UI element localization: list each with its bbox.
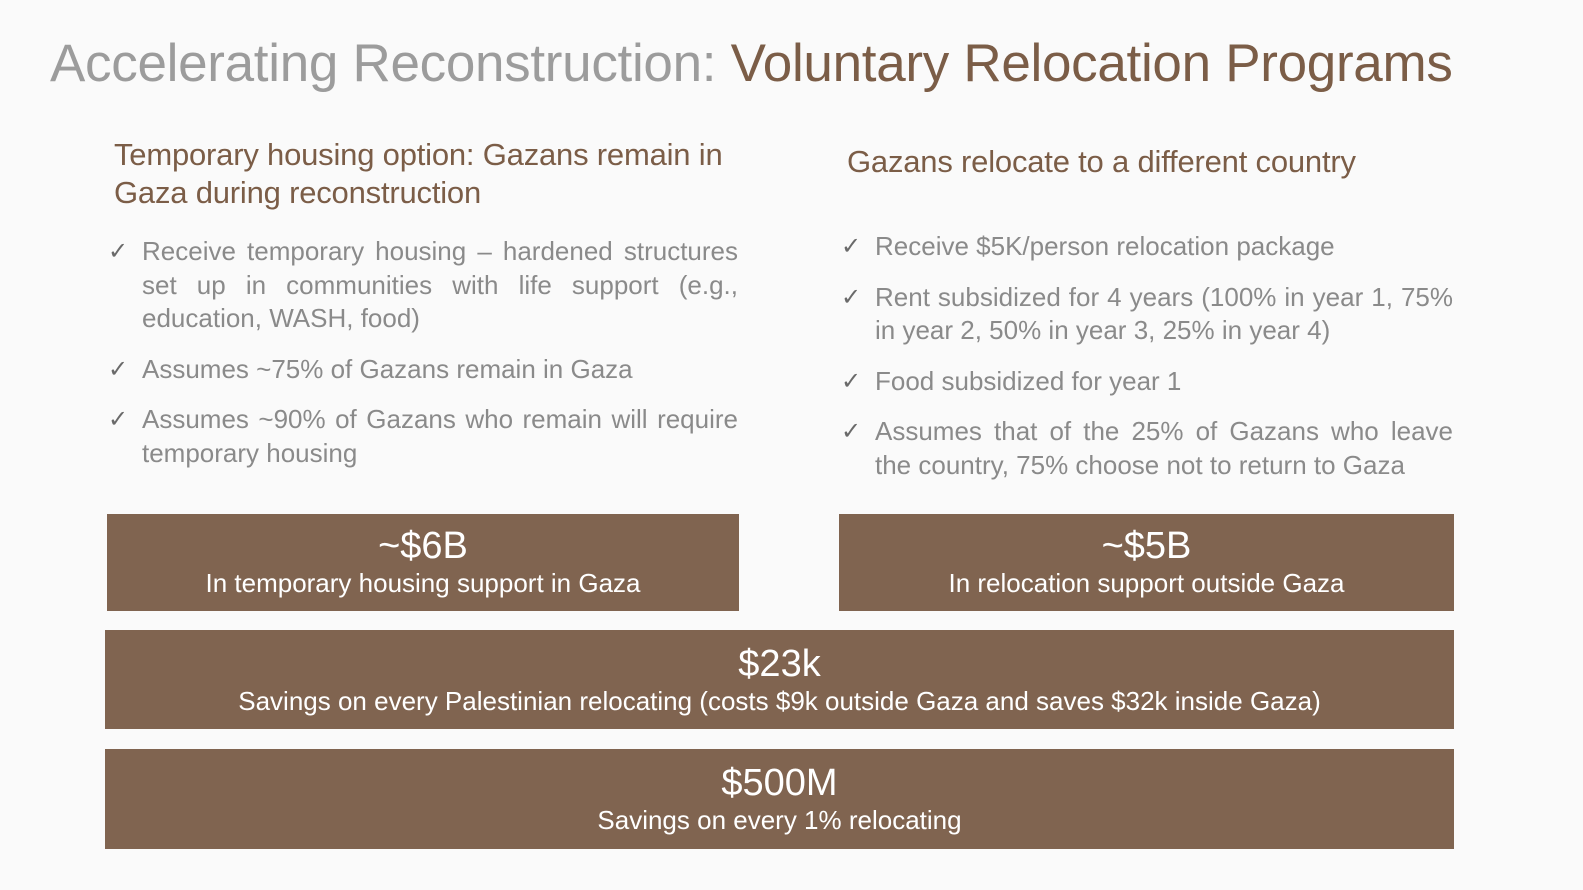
checkmark-icon: ✓ bbox=[841, 367, 862, 395]
list-item bbox=[841, 230, 1453, 264]
box-value: $23k bbox=[738, 643, 821, 685]
bullet-text: Receive temporary housing – hardened structures set up in communities with life support (e.g., education, WASH, food) bbox=[142, 236, 738, 333]
checkmark-icon: ✓ bbox=[841, 418, 862, 445]
bullet-text: Receive $5K/person relocation package bbox=[875, 231, 1335, 261]
left-bullet-list bbox=[108, 235, 738, 487]
list-item bbox=[841, 365, 1453, 399]
box-caption: In temporary housing support in Gaza bbox=[205, 568, 641, 598]
box-caption: In relocation support outside Gaza bbox=[948, 568, 1345, 598]
box-value: $500M bbox=[721, 762, 838, 804]
box-value: ~$6B bbox=[378, 525, 468, 567]
bullet-text: Food subsidized for year 1 bbox=[875, 365, 1182, 396]
box-caption: Savings on every 1% relocating bbox=[597, 805, 962, 835]
relocation-cost-box bbox=[839, 514, 1454, 611]
box-value: ~$5B bbox=[1101, 525, 1192, 567]
checkmark-icon: ✓ bbox=[841, 283, 862, 311]
list-item bbox=[108, 403, 738, 470]
list-item bbox=[841, 281, 1453, 348]
bullet-text: Assumes that of the 25% of Gazans who leave the country, 75% choose not to return to Gaza bbox=[875, 416, 1453, 480]
per-person-savings-box bbox=[105, 630, 1454, 729]
bullet-text: Assumes ~90% of Gazans who remain will require temporary housing bbox=[142, 404, 738, 468]
list-item bbox=[108, 235, 738, 336]
list-item bbox=[108, 353, 738, 387]
checkmark-icon: ✓ bbox=[108, 355, 129, 383]
bullet-text: Assumes ~75% of Gazans remain in Gaza bbox=[142, 353, 633, 384]
checkmark-icon: ✓ bbox=[108, 406, 129, 433]
title-main: Voluntary Relocation Programs bbox=[730, 34, 1453, 93]
bullet-text: Rent subsidized for 4 years (100% in year 1, 75% in year 2, 50% in year 3, 25% in year 4) bbox=[875, 281, 1453, 345]
percent-savings-box bbox=[105, 749, 1454, 849]
slide-title bbox=[50, 32, 1453, 96]
temporary-housing-cost-box bbox=[107, 514, 739, 611]
list-item bbox=[841, 415, 1453, 482]
left-column-heading: Temporary housing option: Gazans remain in Gaza during reconstruction bbox=[114, 137, 723, 210]
checkmark-icon: ✓ bbox=[108, 238, 129, 265]
right-bullet-list bbox=[841, 230, 1453, 499]
checkmark-icon: ✓ bbox=[841, 233, 862, 260]
title-prefix: Accelerating Reconstruction: bbox=[50, 34, 731, 93]
box-caption: Savings on every Palestinian relocating (costs $9k outside Gaza and saves $32k inside Gaza) bbox=[238, 686, 1321, 716]
right-column-heading: Gazans relocate to a different country bbox=[847, 144, 1356, 179]
